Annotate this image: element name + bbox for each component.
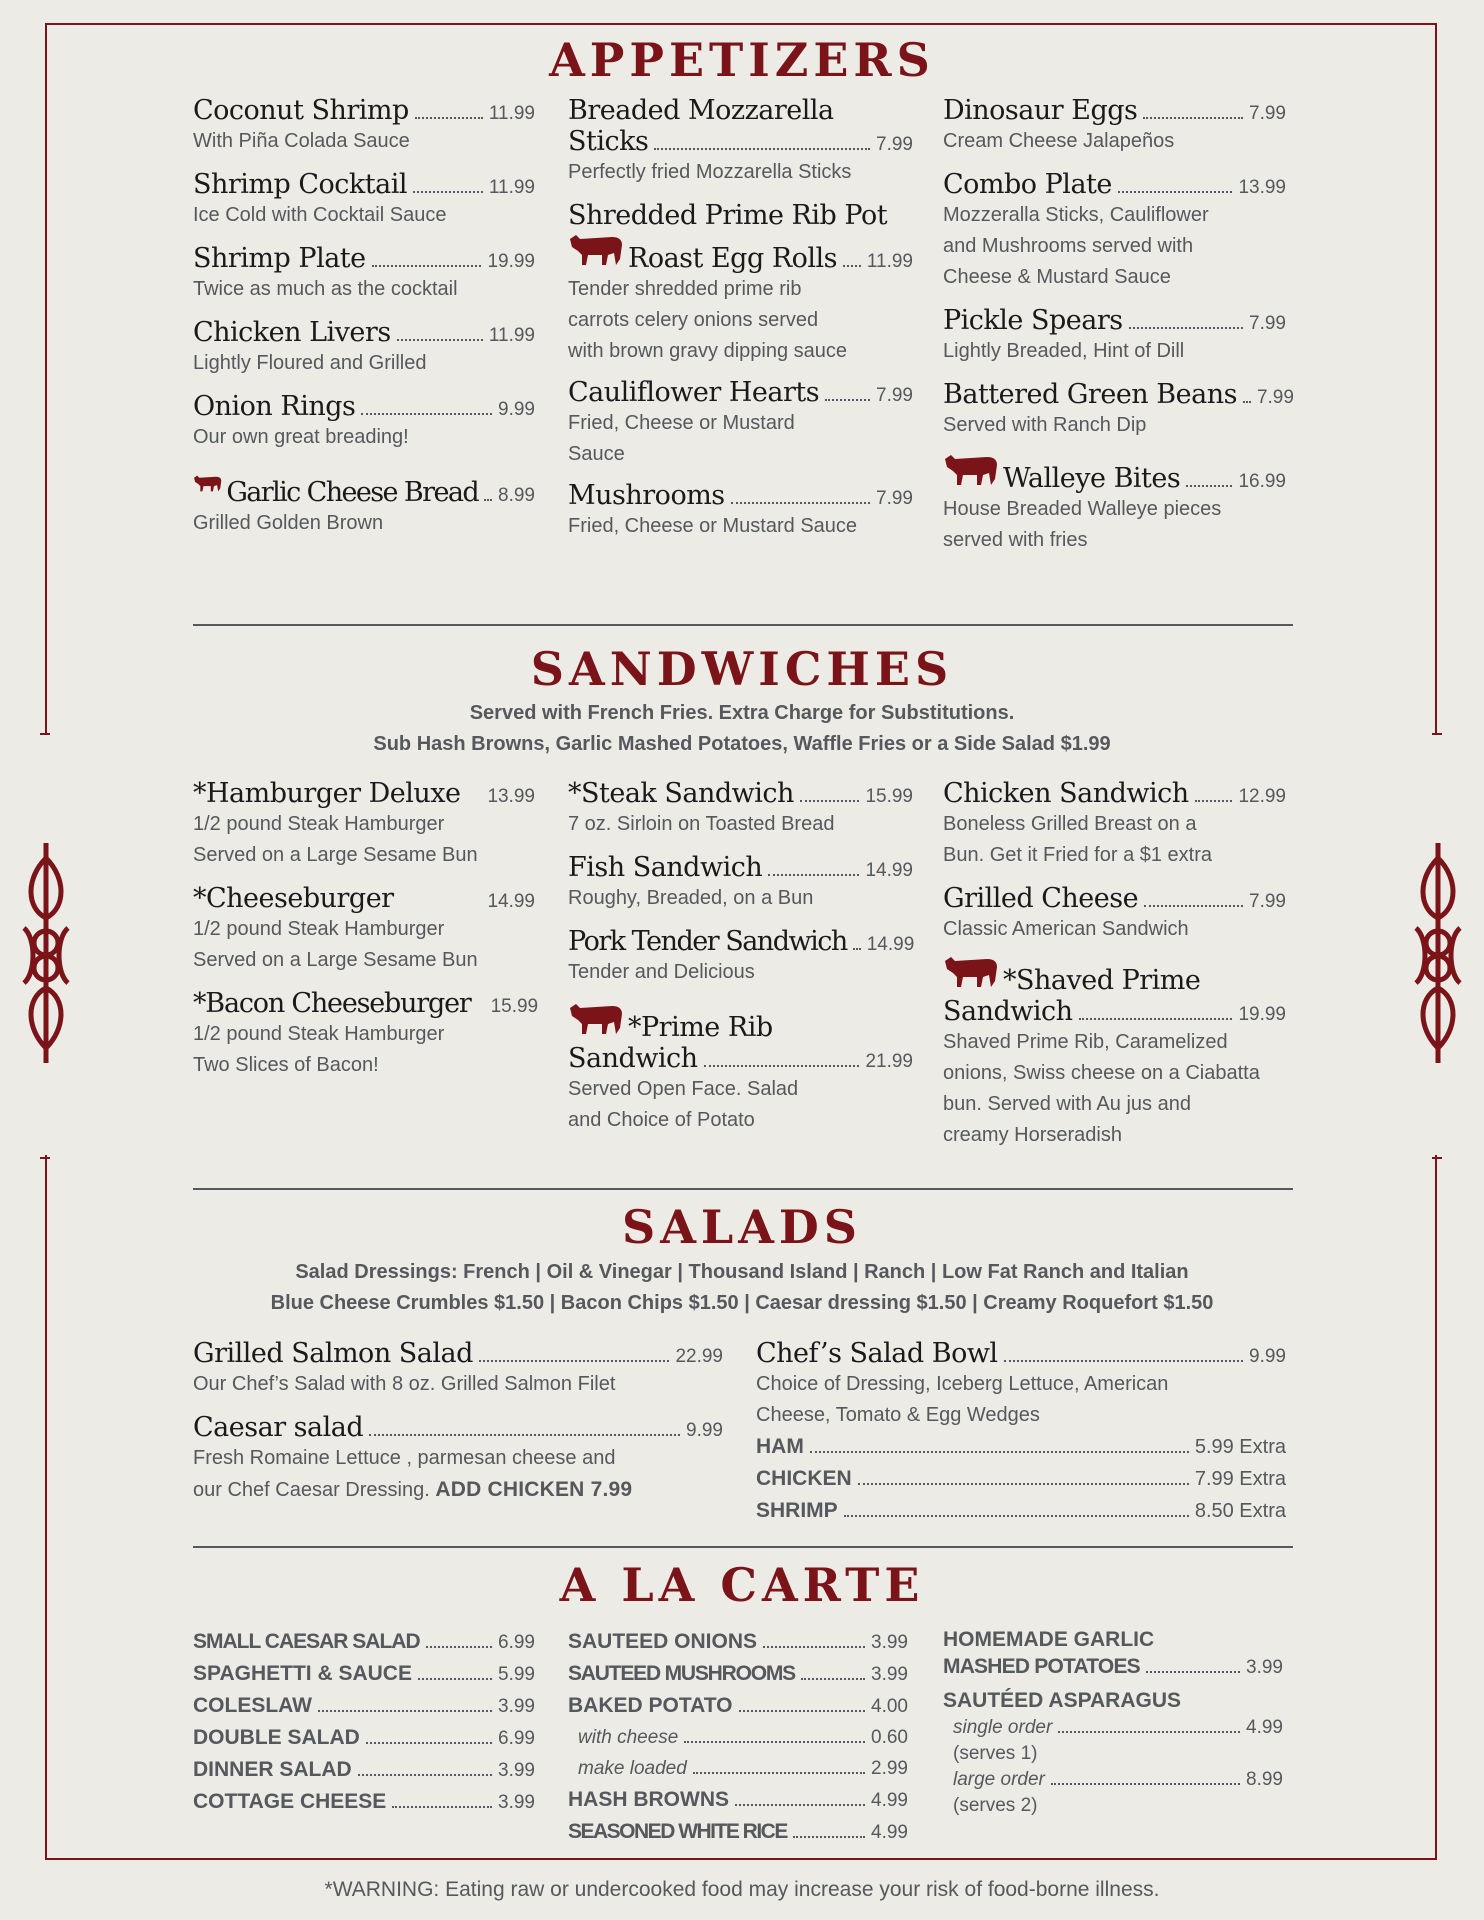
salad-extra-item — [756, 1463, 1286, 1495]
serves-note: (serves 1) — [953, 1743, 1038, 1764]
extra-name: HAM — [756, 1435, 804, 1458]
item-desc: Served on a Large Sesame Bun — [193, 844, 478, 866]
item-price: 12.99 — [1238, 786, 1286, 807]
item-desc: Fried, Cheese or Mustard — [568, 412, 795, 434]
item-name: Shrimp Cocktail — [193, 169, 408, 200]
border-tick — [40, 1157, 50, 1159]
menu-item-egg-rolls — [568, 200, 913, 367]
border-tick — [1432, 1157, 1442, 1159]
extra-name: SHRIMP — [756, 1499, 838, 1522]
item-price: 9.99 — [1249, 1346, 1286, 1367]
menu-item-grilled-cheese — [943, 883, 1286, 945]
left-ornament — [16, 838, 76, 1068]
add-chicken-note: ADD CHICKEN 7.99 — [435, 1478, 633, 1501]
item-desc: 1/2 pound Steak Hamburger — [193, 918, 445, 940]
item-name: *Steak Sandwich — [568, 778, 794, 809]
side-item: SMALL CAESAR SALAD 6.99 — [193, 1630, 535, 1653]
right-ornament — [1408, 838, 1468, 1068]
sandwiches-heading: SANDWICHES — [530, 642, 954, 696]
item-desc: Served on a Large Sesame Bun — [193, 949, 478, 971]
item-desc: bun. Served with Au jus and — [943, 1093, 1191, 1115]
item-desc: Roughy, Breaded, on a Bun — [568, 887, 814, 909]
item-price: 7.99 — [1249, 891, 1286, 912]
salad-extra-item — [756, 1431, 1286, 1463]
menu-item-shaved-prime — [943, 953, 1286, 1151]
item-name: Fish Sandwich — [568, 852, 763, 883]
side-item: SEASONED WHITE RICE 4.99 — [568, 1820, 908, 1843]
salad-dressings-note: Salad Dressings: French | Oil & Vinegar | Thousand Island | Ranch | Low Fat Ranch and Italian — [295, 1261, 1189, 1283]
extra-price: 5.99 Extra — [1194, 1436, 1286, 1458]
menu-item-salmon-salad — [193, 1338, 723, 1400]
appetizers-col-3 — [943, 95, 1294, 556]
item-name: *Bacon Cheeseburger — [193, 988, 471, 1019]
menu-item-caesar-salad — [193, 1412, 723, 1506]
item-desc: creamy Horseradish — [943, 1124, 1122, 1146]
extra-name: CHICKEN — [756, 1467, 852, 1490]
side-item: HOMEMADE GARLIC — [943, 1628, 1155, 1651]
menu-item-dinosaur-eggs — [943, 95, 1286, 157]
item-price: 15.99 — [490, 996, 539, 1017]
salads-col-1 — [193, 1338, 723, 1506]
item-desc: Sauce — [568, 443, 625, 465]
item-name: Shredded Prime Rib Pot — [568, 200, 888, 231]
menu-item-walleye-bites — [943, 451, 1286, 556]
item-price: 7.99 — [1249, 103, 1286, 124]
item-desc: 7 oz. Sirloin on Toasted Bread — [568, 813, 835, 835]
menu-item — [193, 243, 535, 305]
item-desc: Cheese, Tomato & Egg Wedges — [756, 1404, 1040, 1426]
item-name: *Shaved Prime — [1003, 965, 1201, 996]
side-item: SAUTÉED ASPARAGUS — [943, 1689, 1182, 1712]
cow-icon — [193, 465, 222, 501]
menu-item-mozzarella — [568, 95, 913, 188]
item-price: 21.99 — [865, 1051, 913, 1072]
side-option: with cheese 0.60 — [578, 1727, 908, 1748]
item-price: 11.99 — [488, 177, 535, 198]
item-name: Sandwich — [568, 1043, 698, 1074]
appetizers-col-1 — [193, 95, 535, 539]
item-desc: 1/2 pound Steak Hamburger — [193, 1023, 445, 1045]
item-price: 16.99 — [1238, 471, 1286, 492]
item-name: Garlic Cheese Bread — [226, 477, 479, 508]
salads-heading: SALADS — [621, 1200, 863, 1254]
item-name: Chef’s Salad Bowl — [756, 1338, 998, 1369]
menu-item — [193, 778, 535, 871]
alacarte-heading: A LA CARTE — [559, 1558, 925, 1612]
menu-item-pickle-spears — [943, 305, 1286, 367]
appetizers-heading: APPETIZERS — [549, 33, 935, 87]
item-price: 14.99 — [487, 891, 535, 912]
item-name: Chicken Sandwich — [943, 778, 1189, 809]
item-desc: Perfectly fried Mozzarella Sticks — [568, 161, 852, 183]
side-item: BAKED POTATO 4.00 — [568, 1694, 908, 1717]
alacarte-col-3 — [943, 1626, 1283, 1818]
item-name: Sandwich — [943, 996, 1073, 1027]
menu-item — [193, 169, 535, 231]
side-option: large order 8.99 — [953, 1769, 1283, 1790]
salad-extra-item — [756, 1495, 1286, 1527]
cow-icon — [943, 451, 999, 487]
item-price: 7.99 — [1256, 387, 1294, 408]
menu-item — [193, 883, 535, 976]
item-desc: Served with Ranch Dip — [943, 414, 1147, 436]
item-desc: Boneless Grilled Breast on a — [943, 813, 1197, 835]
food-warning: *WARNING: Eating raw or undercooked food may increase your risk of food-borne illness. — [324, 1878, 1160, 1901]
menu-item-pork-tender — [568, 926, 913, 988]
item-desc: and Mushrooms served with — [943, 235, 1194, 257]
menu-item — [193, 95, 535, 157]
item-desc: Shaved Prime Rib, Caramelized — [943, 1031, 1228, 1053]
menu-item — [193, 988, 539, 1081]
item-price: 19.99 — [487, 251, 535, 272]
alacarte-col-2 — [568, 1626, 908, 1848]
side-item: DOUBLE SALAD 6.99 — [193, 1726, 535, 1749]
item-name: Chicken Livers — [193, 317, 391, 348]
item-price: 11.99 — [488, 325, 535, 346]
sandwiches-note-2: Sub Hash Browns, Garlic Mashed Potatoes, Waffle Fries or a Side Salad $1.99 — [373, 733, 1111, 755]
menu-item-fish-sandwich — [568, 852, 913, 914]
item-price: 7.99 — [876, 488, 913, 509]
item-desc: served with fries — [943, 529, 1088, 551]
cow-icon — [943, 953, 999, 989]
item-desc: Twice as much as the cocktail — [193, 278, 458, 300]
item-price: 14.99 — [866, 934, 915, 955]
item-name: Mushrooms — [568, 480, 725, 511]
item-name: *Prime Rib — [628, 1012, 773, 1043]
item-name: Breaded Mozzarella — [568, 95, 834, 126]
item-price: 9.99 — [498, 399, 535, 420]
menu-item — [193, 317, 535, 379]
item-name: Roast Egg Rolls — [628, 243, 838, 274]
item-name: Battered Green Beans — [943, 379, 1237, 410]
item-price: 13.99 — [1238, 177, 1286, 198]
item-desc: our Chef Caesar Dressing. — [193, 1479, 430, 1501]
sandwiches-col-2 — [568, 778, 913, 1136]
item-desc: Fresh Romaine Lettuce , parmesan cheese and — [193, 1447, 616, 1469]
item-price: 13.99 — [487, 786, 535, 807]
section-divider — [193, 624, 1293, 626]
item-name: Grilled Cheese — [943, 883, 1139, 914]
item-desc: carrots celery onions served — [568, 309, 819, 331]
item-desc: Cheese & Mustard Sauce — [943, 266, 1171, 288]
item-price: 7.99 — [876, 134, 913, 155]
cow-icon — [568, 231, 624, 267]
alacarte-col-1 — [193, 1626, 535, 1818]
menu-item — [193, 465, 535, 539]
side-item: COLESLAW 3.99 — [193, 1694, 535, 1717]
item-desc: House Breaded Walleye pieces — [943, 498, 1222, 520]
menu-item-steak-sandwich — [568, 778, 913, 840]
item-name: Pork Tender Sandwich — [568, 926, 847, 957]
sandwiches-note-1: Served with French Fries. Extra Charge for Substitutions. — [469, 702, 1015, 724]
item-price: 14.99 — [865, 860, 913, 881]
menu-item-chefs-salad — [756, 1338, 1286, 1527]
item-desc: Served Open Face. Salad — [568, 1078, 799, 1100]
sandwiches-col-1 — [193, 778, 539, 1081]
item-name: *Cheeseburger — [193, 883, 394, 914]
side-item: SAUTEED ONIONS 3.99 — [568, 1630, 908, 1653]
side-item: HASH BROWNS 4.99 — [568, 1788, 908, 1811]
salads-col-2 — [756, 1338, 1286, 1527]
menu-item-chicken-sandwich — [943, 778, 1286, 871]
menu-item-prime-rib-sandwich — [568, 1000, 913, 1136]
section-divider — [193, 1546, 1293, 1548]
extra-price: 8.50 Extra — [1194, 1500, 1286, 1522]
item-price: 7.99 — [876, 385, 913, 406]
item-name: Onion Rings — [193, 391, 356, 422]
item-name: Grilled Salmon Salad — [193, 1338, 473, 1369]
item-desc: Classic American Sandwich — [943, 918, 1189, 940]
item-desc: Our own great breading! — [193, 426, 409, 448]
side-item: SAUTEED MUSHROOMS 3.99 — [568, 1662, 908, 1685]
item-name: Sticks — [568, 126, 649, 157]
item-price: 22.99 — [675, 1346, 723, 1367]
item-name: *Hamburger Deluxe — [193, 778, 461, 809]
item-price: 11.99 — [866, 251, 913, 272]
item-price: 15.99 — [865, 786, 913, 807]
item-desc: Choice of Dressing, Iceberg Lettuce, American — [756, 1373, 1169, 1395]
side-option: make loaded 2.99 — [578, 1758, 908, 1779]
item-name: Walleye Bites — [1003, 463, 1181, 494]
section-divider — [193, 1188, 1293, 1190]
item-price: 7.99 — [1249, 313, 1286, 334]
item-desc: Two Slices of Bacon! — [193, 1054, 379, 1076]
item-desc: onions, Swiss cheese on a Ciabatta — [943, 1062, 1260, 1084]
side-item: MASHED POTATOES 3.99 — [943, 1655, 1283, 1678]
menu-item-green-beans — [943, 379, 1294, 441]
item-price: 8.99 — [498, 485, 535, 506]
item-desc: Mozzeralla Sticks, Cauliflower — [943, 204, 1209, 226]
item-name: Coconut Shrimp — [193, 95, 409, 126]
extra-price: 7.99 Extra — [1194, 1468, 1286, 1490]
menu-item-combo-plate — [943, 169, 1286, 293]
side-item: DINNER SALAD 3.99 — [193, 1758, 535, 1781]
side-item: COTTAGE CHEESE 3.99 — [193, 1790, 535, 1813]
menu-item — [193, 391, 535, 453]
menu-item-mushrooms — [568, 480, 913, 542]
item-desc: Cream Cheese Jalapeños — [943, 130, 1175, 152]
item-desc: Tender shredded prime rib — [568, 278, 802, 300]
item-price: 9.99 — [686, 1420, 723, 1441]
item-name: Caesar salad — [193, 1412, 364, 1443]
item-desc: Lightly Floured and Grilled — [193, 352, 427, 374]
item-price: 11.99 — [488, 103, 535, 124]
cow-icon — [568, 1000, 624, 1036]
menu-item-cauliflower — [568, 377, 913, 470]
item-desc: Ice Cold with Cocktail Sauce — [193, 204, 447, 226]
appetizers-col-2 — [568, 95, 913, 542]
item-desc: with brown gravy dipping sauce — [568, 340, 848, 362]
item-desc: Tender and Delicious — [568, 961, 755, 983]
item-desc: 1/2 pound Steak Hamburger — [193, 813, 445, 835]
item-desc: Our Chef’s Salad with 8 oz. Grilled Salmon Filet — [193, 1373, 616, 1395]
sandwiches-col-3 — [943, 778, 1286, 1151]
item-desc: and Choice of Potato — [568, 1109, 755, 1131]
serves-note: (serves 2) — [953, 1795, 1038, 1816]
item-name: Dinosaur Eggs — [943, 95, 1138, 126]
item-name: Combo Plate — [943, 169, 1112, 200]
item-name: Pickle Spears — [943, 305, 1123, 336]
item-desc: Bun. Get it Fried for a $1 extra — [943, 844, 1213, 866]
item-desc: Grilled Golden Brown — [193, 512, 384, 534]
item-desc: With Piña Colada Sauce — [193, 130, 410, 152]
item-name: Shrimp Plate — [193, 243, 366, 274]
side-item: SPAGHETTI & SAUCE 5.99 — [193, 1662, 535, 1685]
item-desc: Fried, Cheese or Mustard Sauce — [568, 515, 858, 537]
item-desc: Lightly Breaded, Hint of Dill — [943, 340, 1185, 362]
item-price: 19.99 — [1238, 1004, 1286, 1025]
side-option: single order 4.99 — [953, 1717, 1283, 1738]
salad-addons-note: Blue Cheese Crumbles $1.50 | Bacon Chips $1.50 | Caesar dressing $1.50 | Creamy Roquefort $1.50 — [270, 1292, 1214, 1314]
item-name: Cauliflower Hearts — [568, 377, 820, 408]
